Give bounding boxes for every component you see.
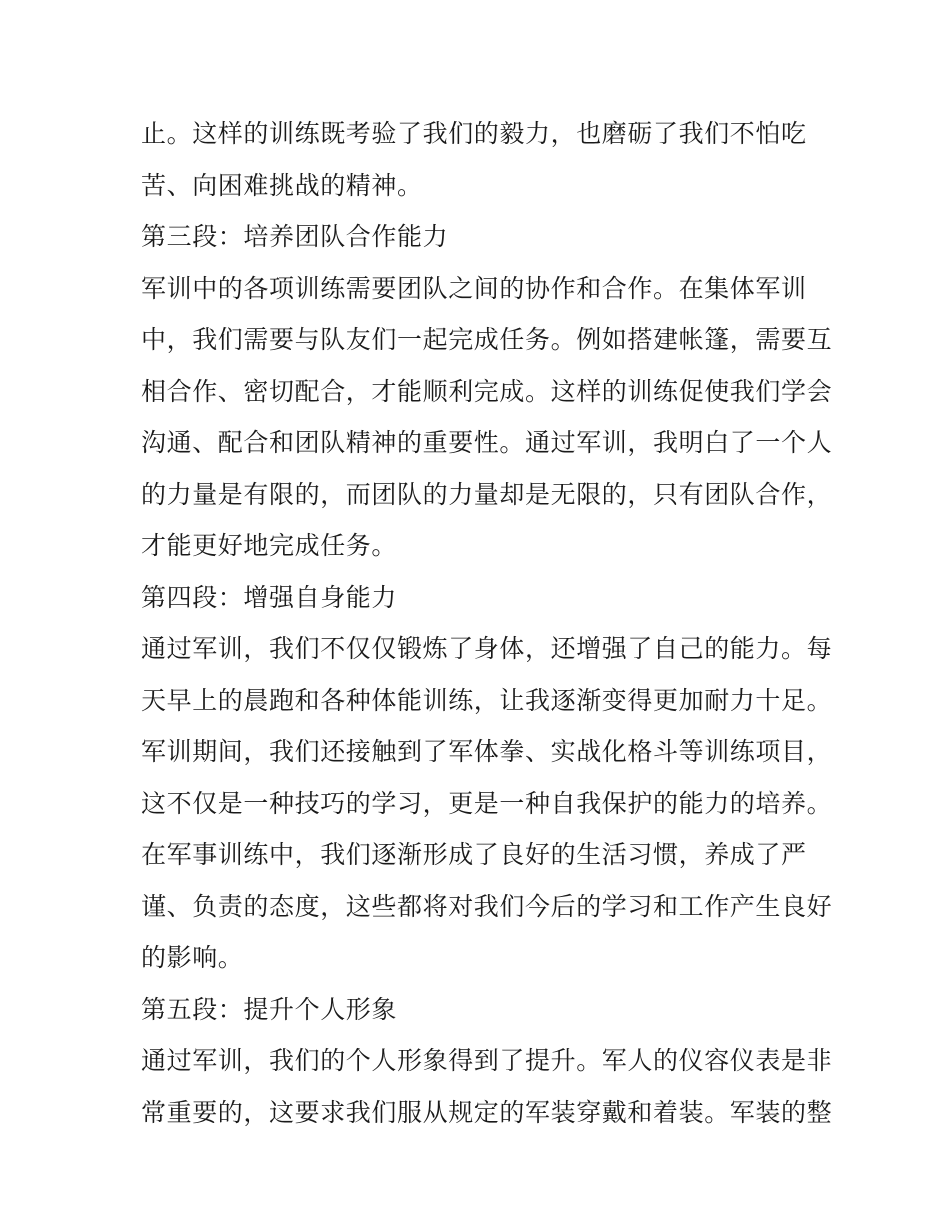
text-line: 在军事训练中，我们逐渐形成了良好的生活习惯，养成了严 bbox=[141, 840, 807, 869]
text-line: 止。这样的训练既考验了我们的毅力，也磨砺了我们不怕吃 bbox=[141, 119, 807, 148]
text-line: 常重要的，这要求我们服从规定的军装穿戴和着装。军装的整 bbox=[141, 1097, 833, 1127]
text-line: 才能更好地完成任务。 bbox=[141, 531, 398, 560]
text-line: 这不仅是一种技巧的学习，更是一种自我保护的能力的培养。 bbox=[141, 788, 833, 818]
text-line: 谨、负责的态度，这些都将对我们今后的学习和工作产生良好 bbox=[141, 891, 833, 921]
text-line: 通过军训，我们的个人形象得到了提升。军人的仪容仪表是非 bbox=[141, 1046, 833, 1075]
text-line: 的力量是有限的，而团队的力量却是无限的，只有团队合作， bbox=[141, 479, 833, 509]
document-body bbox=[141, 108, 833, 1138]
text-line: 中，我们需要与队友们一起完成任务。例如搭建帐篷，需要互 bbox=[141, 325, 833, 354]
text-line: 苦、向困难挑战的精神。 bbox=[141, 170, 423, 200]
text-line: 沟通、配合和团队精神的重要性。通过军训，我明白了一个人 bbox=[141, 428, 833, 457]
section-heading: 第四段：增强自身能力 bbox=[141, 582, 398, 612]
text-line: 通过军训，我们不仅仅锻炼了身体，还增强了自己的能力。每 bbox=[141, 634, 833, 663]
section-heading: 第五段：提升个人形象 bbox=[141, 994, 398, 1024]
text-line: 军训期间，我们还接触到了军体拳、实战化格斗等训练项目， bbox=[141, 737, 833, 766]
text-line: 军训中的各项训练需要团队之间的协作和合作。在集体军训 bbox=[141, 273, 807, 303]
section-heading: 第三段：培养团队合作能力 bbox=[141, 222, 449, 251]
text-line: 天早上的晨跑和各种体能训练，让我逐渐变得更加耐力十足。 bbox=[141, 685, 833, 715]
text-line: 相合作、密切配合，才能顺利完成。这样的训练促使我们学会 bbox=[141, 376, 833, 406]
text-line: 的影响。 bbox=[141, 943, 244, 972]
